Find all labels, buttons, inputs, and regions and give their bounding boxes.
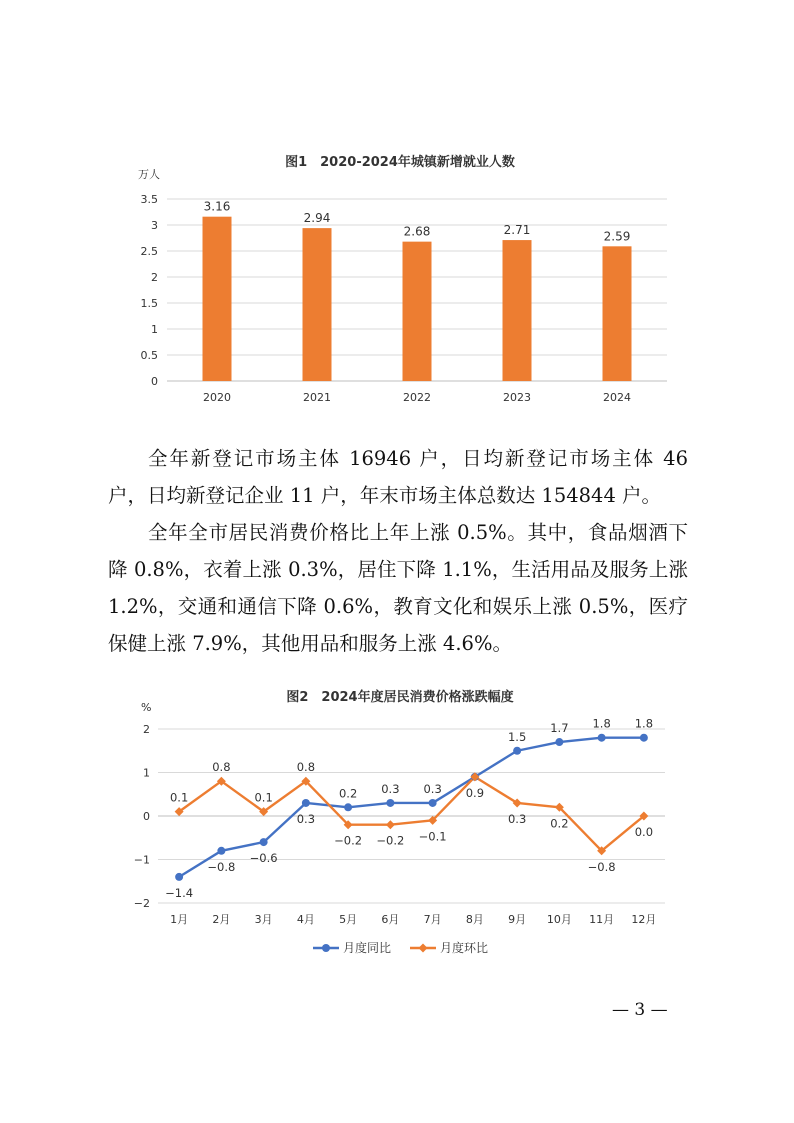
chart2-x-tick-label: 2月 [212, 913, 231, 926]
chart1-y-tick-label: 2.5 [140, 245, 158, 258]
paragraph-market-entities [108, 440, 688, 514]
chart1-x-tick-label: 2024 [603, 391, 631, 404]
chart1-y-tick-label: 1.5 [140, 297, 158, 310]
chart2-point-yoy [260, 838, 268, 846]
chart2-point-yoy [640, 734, 648, 742]
chart2-data-label-mom: 0.8 [212, 760, 231, 775]
chart1-x-tick-label: 2023 [503, 391, 531, 404]
chart2-legend-label: 月度同比 [343, 941, 392, 955]
chart2-data-label-mom: 0.2 [550, 816, 569, 831]
chart2-data-label-mom: −0.2 [334, 833, 363, 848]
chart2-legend-marker [322, 944, 330, 952]
chart1-bar-chart [0, 0, 794, 420]
chart2-point-yoy [429, 799, 437, 807]
chart2-x-tick-label: 11月 [589, 913, 615, 926]
chart2-point-yoy [344, 803, 352, 811]
chart1-data-label: 2.71 [503, 223, 531, 238]
chart2-data-label-mom: −0.1 [418, 829, 447, 844]
chart1-title: 图1 2020-2024年城镇新增就业人数 [285, 155, 515, 170]
chart2-data-label-mom: 0.8 [296, 760, 316, 775]
chart1-y-tick-label: 1 [151, 323, 158, 336]
chart2-x-tick-label: 3月 [254, 913, 273, 926]
chart2-data-label-yoy: 0.9 [465, 785, 485, 800]
chart2-data-label-mom: 0.1 [169, 790, 189, 805]
chart2-y-tick-label: 1 [143, 766, 150, 780]
chart2-x-tick-label: 1月 [170, 913, 189, 926]
chart1-data-label: 2.94 [303, 211, 331, 226]
chart2-point-yoy [555, 738, 563, 746]
chart1-data-label: 2.68 [403, 224, 431, 239]
chart2-y-tick-label: 0 [143, 810, 150, 823]
chart2-x-tick-label: 7月 [423, 913, 442, 926]
chart2-data-label-mom: −0.8 [587, 859, 616, 874]
chart2-point-yoy [217, 847, 225, 855]
chart2-data-label-mom: 0.1 [254, 790, 273, 805]
chart1-data-label: 2.59 [603, 229, 631, 244]
chart2-data-label-yoy: 0.3 [423, 781, 442, 796]
chart2-point-yoy [598, 734, 606, 742]
chart2-x-tick-label: 8月 [465, 913, 484, 926]
chart1-bar [503, 240, 532, 381]
chart1-bar [303, 228, 332, 381]
paragraph-cpi [108, 514, 688, 662]
chart2-x-tick-label: 4月 [296, 913, 315, 926]
page-number: — 3 — [612, 1000, 668, 1020]
chart2-data-label-yoy: 0.3 [296, 811, 316, 826]
chart2-data-label-yoy: 1.5 [507, 729, 527, 744]
chart2-legend-label: 月度环比 [440, 941, 489, 955]
chart2-point-yoy [513, 747, 521, 755]
chart2-data-label-yoy: 0.2 [338, 786, 358, 801]
chart2-y-tick-label: −1 [133, 853, 150, 867]
chart1-y-tick-label: 3.5 [140, 193, 158, 206]
chart2-line-chart [0, 690, 794, 970]
chart1-bar [603, 246, 632, 381]
chart2-data-label-mom: 0.3 [507, 811, 527, 826]
chart1-y-tick-label: 3 [151, 219, 158, 232]
chart1-x-tick-label: 2020 [203, 391, 231, 404]
chart2-title: 图2 2024年度居民消费价格涨跌幅度 [286, 690, 514, 705]
chart2-data-label-yoy: 0.3 [381, 781, 400, 796]
chart2-legend-marker [419, 944, 428, 953]
chart1-y-tick-label: 2 [151, 271, 158, 284]
chart1-bar [203, 217, 232, 381]
chart2-point-yoy [302, 799, 310, 807]
chart1-x-tick-label: 2022 [403, 391, 431, 404]
chart1-data-label: 3.16 [203, 199, 231, 214]
chart2-x-tick-label: 6月 [381, 913, 400, 926]
chart2-data-label-yoy: 1.8 [592, 716, 611, 731]
chart2-x-tick-label: 12月 [631, 913, 657, 926]
chart1-y-tick-label: 0 [151, 375, 158, 388]
chart2-x-tick-label: 10月 [546, 913, 572, 926]
chart2-point-yoy [175, 873, 183, 881]
chart1-bar [403, 242, 432, 381]
paragraph-cpi-text: 全年全市居民消费价格比上年上涨 0.5%。其中，食品烟酒下降 0.8%，衣着上涨 0.3%，居住下降 1.1%，生活用品及服务上涨 1.2%，交通和通信下降 0.6%，教育文化和娱乐上涨 0.5%，医疗保健上涨 7.9%，其他用品和服务上涨 4.6%。 [108, 521, 688, 655]
chart1-y-tick-label: 0.5 [140, 349, 158, 362]
chart2-series-line-mom [179, 777, 644, 851]
chart1-x-tick-label: 2021 [303, 391, 331, 404]
paragraph-market-entities-text: 全年新登记市场主体 16946 户，日均新登记市场主体 46 户，日均新登记企业 11 户，年末市场主体总数达 154844 户。 [108, 447, 688, 507]
chart2-data-label-yoy: −1.4 [165, 885, 194, 900]
chart2-x-tick-label: 5月 [339, 913, 358, 926]
chart2-point-mom [386, 820, 395, 829]
chart2-point-yoy [386, 799, 394, 807]
chart2-data-label-yoy: 1.7 [550, 721, 569, 736]
chart2-data-label-yoy: −0.8 [207, 859, 236, 874]
chart2-data-label-mom: −0.2 [376, 833, 405, 848]
chart2-y-tick-label: 2 [143, 723, 150, 736]
chart2-x-tick-label: 9月 [508, 913, 527, 926]
chart2-data-label-yoy: 1.8 [634, 716, 654, 731]
chart2-data-label-yoy: −0.6 [249, 851, 278, 866]
chart2-y-tick-label: −2 [133, 897, 150, 910]
chart2-unit-label: % [141, 701, 152, 714]
chart1-unit-label: 万人 [138, 168, 160, 181]
chart2-data-label-mom: 0.0 [634, 825, 654, 839]
